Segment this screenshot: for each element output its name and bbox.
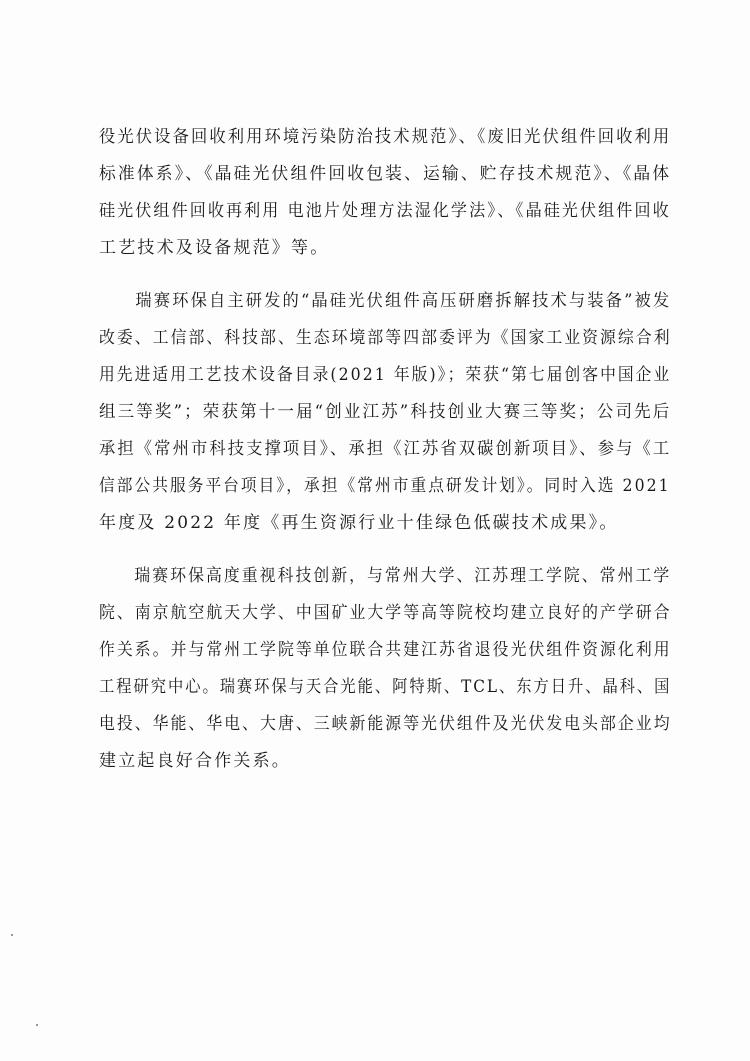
scan-speck bbox=[36, 1024, 38, 1026]
paragraph-awards bbox=[99, 283, 671, 542]
text-line: 工程研究中心。瑞赛环保与天合光能、阿特斯、TCL、东方日升、晶科、国 bbox=[99, 677, 672, 697]
paragraph-cooperation bbox=[99, 558, 671, 780]
document-body bbox=[99, 119, 671, 796]
paragraph-standards-continued bbox=[99, 119, 671, 267]
text-line: 瑞赛环保高度重视科技创新，与常州大学、江苏理工学院、常州工学 bbox=[134, 566, 672, 586]
text-line: 组三等奖”；荣获第十一届“创业江苏”科技创业大赛三等奖；公司先后 bbox=[99, 402, 672, 422]
text-line: 标准体系》、《晶硅光伏组件回收包装、运输、贮存技术规范》、《晶体 bbox=[99, 164, 672, 184]
text-line: 电投、华能、华电、大唐、三峡新能源等光伏组件及光伏发电头部企业均 bbox=[99, 714, 672, 734]
text-line: 信部公共服务平台项目》，承担《常州市重点研发计划》。同时入选 2021 bbox=[99, 476, 671, 496]
text-line: 役光伏设备回收利用环境污染防治技术规范》、《废旧光伏组件回收利用 bbox=[99, 127, 672, 147]
text-line: 改委、工信部、科技部、生态环境部等四部委评为《国家工业资源综合利 bbox=[99, 328, 672, 348]
scan-speck bbox=[11, 934, 13, 936]
text-line: 院、南京航空航天大学、中国矿业大学等高等院校均建立良好的产学研合 bbox=[99, 603, 672, 623]
text-line: 用先进适用工艺技术设备目录(2021 年版)》；荣获“第七届创客中国企业 bbox=[99, 365, 672, 385]
text-line: 硅光伏组件回收再利用 电池片处理方法湿化学法》、《晶硅光伏组件回收 bbox=[99, 201, 671, 221]
text-line: 年度及 2022 年度《再生资源行业十佳绿色低碳技术成果》。 bbox=[99, 513, 619, 533]
text-line: 工艺技术及设备规范》等。 bbox=[99, 238, 330, 258]
text-line: 建立起良好合作关系。 bbox=[99, 751, 291, 771]
text-line: 作关系。并与常州工学院等单位联合共建江苏省退役光伏组件资源化利用 bbox=[99, 640, 672, 660]
text-line: 承担《常州市科技支撑项目》、承担《江苏省双碳创新项目》、参与《工 bbox=[99, 439, 672, 459]
text-line: 瑞赛环保自主研发的“晶硅光伏组件高压研磨拆解技术与装备”被发 bbox=[135, 291, 672, 311]
